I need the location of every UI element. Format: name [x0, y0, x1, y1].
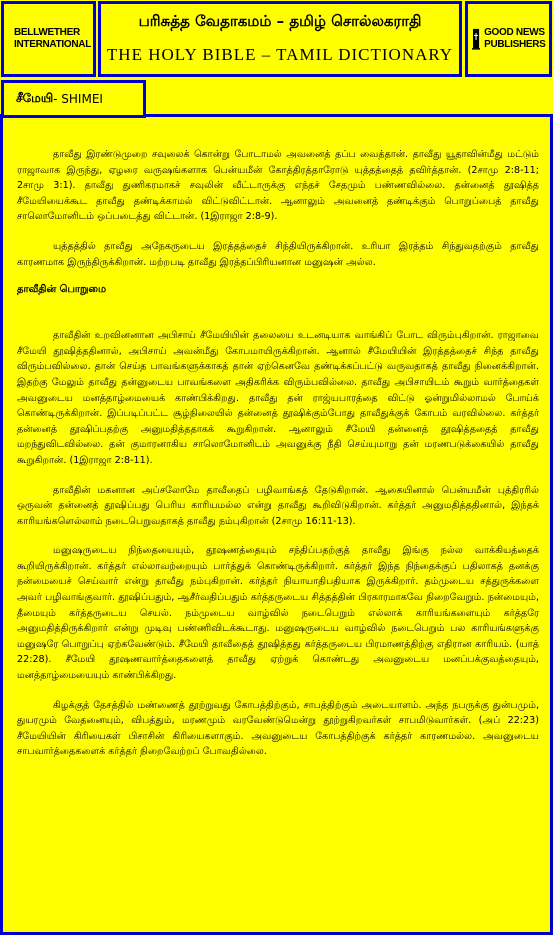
bible-book-icon-right — [472, 17, 480, 61]
good-news-logo[interactable] — [465, 1, 552, 77]
page-header — [0, 0, 553, 78]
entry-content — [0, 114, 553, 935]
title-box — [98, 1, 462, 77]
entry-word-box — [1, 80, 146, 118]
paragraph-5: மனுஷருடைய நிந்தையையும், தூஷணத்தையும் சந்திப்பதற்குத் தாவீது இங்கு நல்ல வாக்கியத்தைக் கூறியிருக்கிறான். கர்த்தர் எல்லாவற்றையும் பார்த்துக் கொண்டிருக்கிறார். கர்த்தர் இந்த நிந்தைக்குப் பதிலாகத் தனக்கு நன்மையைச் செய்வார் என்று தாவீது நம்புகிறான். கர்த்தர் நியாயாதிபதியாக இருக்கிறார். தம்முடைய சத்துருக்களை அவர் பழிவாங்குவார். தூஷிப்பதும், ஆசீர்வதிப்பதும் கர்த்தருடைய சித்தத்தின் பிரகாரமாகவே நிறைவேறும். நன்மையும், தீமையும் கர்த்தருடைய செயல். நம்முடைய வாழ்வில் நடைபெறும் எல்லாக் காரியங்களையும் கர்த்தரே அனுமதித்திருக்கிறார் என்று முடிவு பண்ணிவிடக்கூடாது. மனுஷருடைய வாழ்வில் நடைபெறும் பல காரியங்களுக்கு மனுஷரே பொறுப்பு ஏற்கவேண்டும். சீமேயி தாவீதைத் தூஷித்தது கர்த்தருடைய பிரமாணத்திற்கு எதிரான காரியம். (யாத் 22:28). சீமேயி தூஷணவார்த்தைகளைத் தாவீது ஏற்றுக் கொண்டது அவனுடைய மனப்பக்குவத்தையும், மனத்தாழ்மையையும் காண்பிக்கிறது. — [17, 545, 539, 682]
entry-word-tamil: சீமேயி — [16, 91, 54, 105]
paragraph-6: கிழக்குத் தேசத்தில் மண்ணைத் தூற்றுவது கோபத்திற்கும், சாபத்திற்கும் அடையாளம். அந்த நபருக்கு துன்பமும், துயரமும் வேதனையும், விபத்தும், மரணமும் வரவேண்டுமென்று தூற்றுகிறவர்கள் சாபமிடுவார்கள். (அப் 22:23) சீமேயியின் கிரியைகள் பிசாசின் கிரியைகளாகும். அவனுடைய கோபத்திற்குக் கர்த்தர் காரணமல்ல. அவனுடைய சாபவார்த்தைகளைக் கர்த்தர் நிறைவேற்றப் போவதில்லை. — [17, 699, 539, 758]
tamil-title: பரிசுத்த வேதாகமம் – தமிழ் சொல்லகராதி — [138, 12, 422, 30]
left-logo-text: BELLWETHER INTERNATIONAL — [14, 27, 92, 50]
paragraph-4: தாவீதின் மகனான அப்சலோமே தாவீதைப் பழிவாங்கத் தேடுகிறான். ஆகையினால் பென்யமீன் புத்திரரில் ஒருவன் தன்னைத் தூஷிப்பது பெரிய காரியமல்ல என்று தாவீது கூறிவிடுகிறான். கர்த்தர் அனுமதித்ததினால், இந்தக் காரியங்களெல்லாம் நடைபெறுவதாகத் தாவீது நம்புகிறான் (2சாமு 16:11-13). — [17, 484, 539, 527]
right-logo-text: GOOD NEWS PUBLISHERS — [484, 27, 546, 50]
english-title: THE HOLY BIBLE – TAMIL DICTIONARY — [106, 45, 454, 64]
section-heading: தாவீதின் பொறுமை — [17, 284, 106, 296]
paragraph-2: யுத்தத்தில் தாவீது அநேகருடைய இரத்தத்தைச் சிந்தியிருக்கிறான். உரியா இரத்தம் சிந்துவதற்கும் தாவீது காரணமாக இருந்திருக்கிறான். மற்றபடி தாவீது இரத்தப்பிரியனான மனுஷன் அல்ல. — [17, 240, 539, 268]
paragraph-3: தாவீதின் உறவினனான அபிசாய் சீமேயியின் தலையை உடனடியாக வாங்கிப் போட விரும்புகிறான். ராஜாவை சீமேயி தூஷித்ததினால், அபிசாய் அவன்மீது கோபமாயிருக்கிறான். ஆனால் சீமேயியின் இரத்தத்தைச் சிந்த தாவீது விரும்பவில்லை. தான் செய்த பாவங்களுக்காகத் தான் ஏற்கெனவே தண்டிக்கப்பட்டு வருவதாகத் தாவீது நினைக்கிறான். இதற்கு மேலும் தாவீது தன்னுடைய பாவங்களை அதிகரிக்க விரும்பவில்லை. தாவீது அபிசாயிடம் கூறும் வார்த்தைகள் அவனுடைய மனத்தாழ்மையைக் காண்பிக்கிறது. தாவீது தன் ராஜ்யபாரத்தை விட்டு ஓன்றுமில்லாமல் போய்க் கொண்டிருக்கிறான். இப்படிப்பட்ட சூழ்நிலையில் தன்னைத் தூஷிக்கும்போது தாவீதுக்குக் கோபம் வரவில்லை. கர்த்தர் தன்னைத் தூஷிப்பதற்கு அனுமதித்ததாகக் கூறுகிறான். ஆனாலும் சீமேயி தன்னைத் தூஷித்ததைத் தாவீது மறந்துவிடவில்லை. தன் குமாரனாகிய சாலொமோனிடம் அவனுக்கு நீதி செய்யுமாறு தன் மரணபடுக்கையில் தாவீது கூறுகிறான். (1இராஜா 2:8-11). — [17, 330, 539, 466]
entry-word-english: - SHIMEI — [53, 92, 103, 106]
paragraph-1: தாவீது இரண்டுமுறை சவுலைக் கொன்று போடாமல் அவனைத் தப்ப வைத்தான். தாவீது யூதாவின்மீது மட்டும் ராஜாவாக இருந்து, ஏழரை வருஷங்களாக பென்யமீன் கோத்திரத்தாரோடு யுத்தத்தைத் தவிர்த்தான். (2சாமு 2:8-11; 2சாமு 3:1). தாவீது துணிகரமாகச் சவுலின் வீட்டாருக்கு எந்தச் சேதமும் பண்ணவில்லை. தன்னைத் தூஷித்த சீமேயியைக்கூட தாவீது தண்டிக்காமல் விட்டுவிட்டான். ஆனாலும் அவனைத் தண்டிக்கும் பொறுப்பைத் தாவீது சாலொமோனிடம் ஒப்படைத்து விட்டான். (1இராஜா 2:8-9). — [17, 149, 539, 223]
bellwether-logo[interactable] — [1, 1, 96, 77]
